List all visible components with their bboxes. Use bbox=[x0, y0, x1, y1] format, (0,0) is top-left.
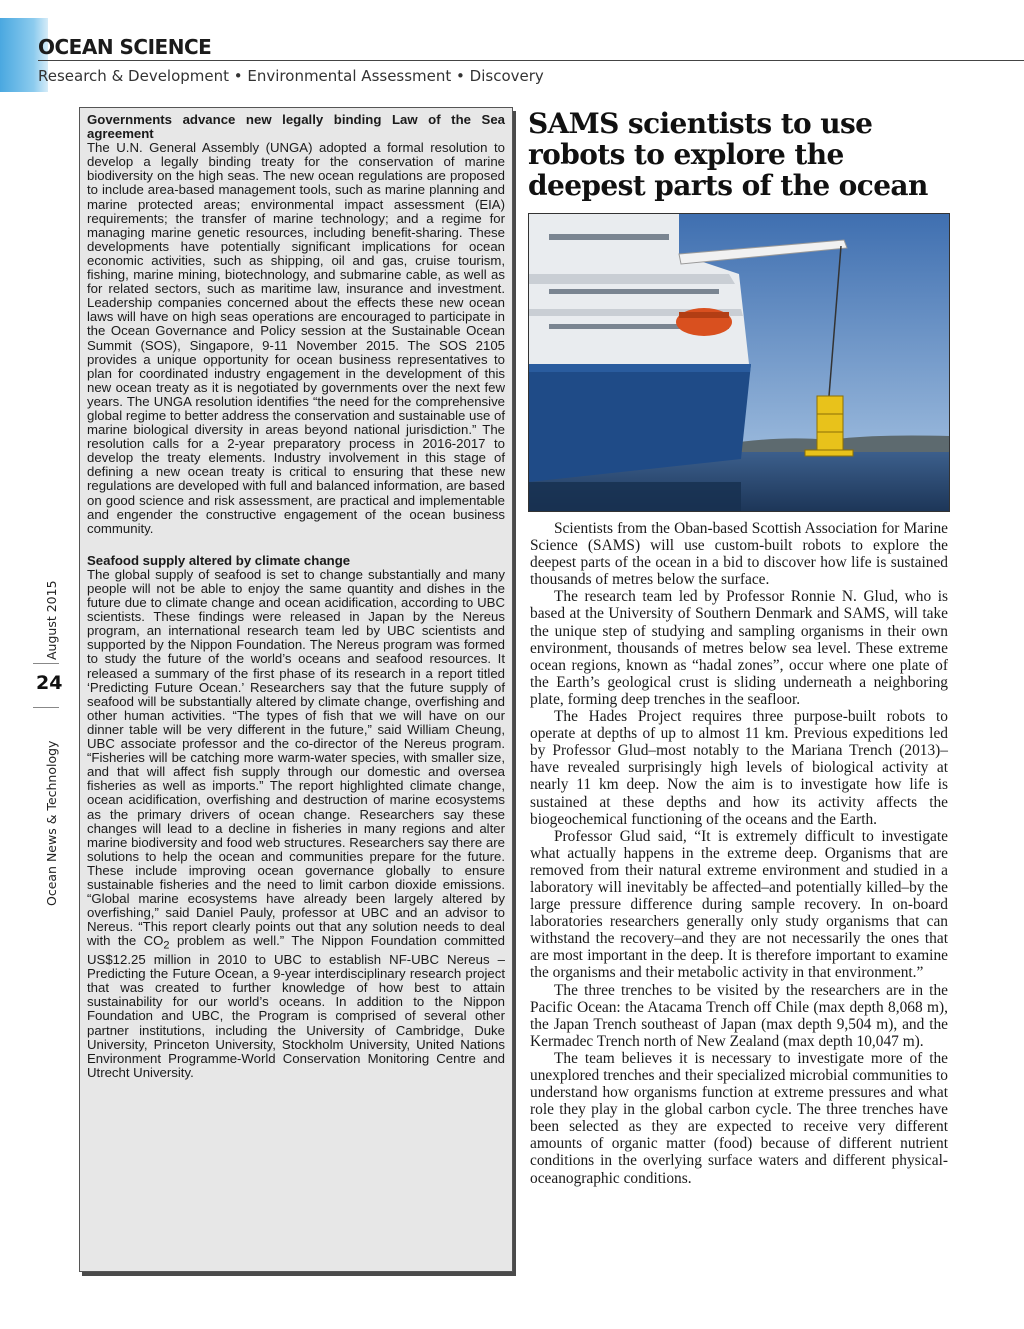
article-paragraph-1: Scientists from the Oban-based Scottish Association for Marine Science (SAMS) will use custom-built robots to explore the deepest parts of the ocean in a bid to discover how life is sustained thousands of metres below the surface. bbox=[530, 520, 948, 589]
seafood-text-b: problem as well.” The Nippon Foundation committed US$12.25 million in 2010 to UBC to establish NF-UBC Nereus – Predicting the Future Ocean, a 9-year interdisciplinary research project that was created to further knowledge of how best to attain sustainability for our world’s oceans. In addition to the Nippon Foundation and UBC, the Program is comprised of several other partner institutions, including the University of Cambridge, Duke University, Princeton University, Stockholm University, United Nations Environment Programme-World Conservation Monitoring Centre and Utrecht University. bbox=[87, 933, 505, 1080]
article-paragraph-2: The research team led by Professor Ronnie N. Glud, who is based at the University of Southern Denmark and SAMS, will take the unique step of studying and sampling organisms in their own environment, thousands of metres below sea level. These extreme ocean regions, known as “hadal zones”, occur where one plate of the Earth’s geological crust is sliding underneath a neighboring plate, forming deep trenches in the seafloor. bbox=[530, 588, 948, 708]
article-body bbox=[530, 520, 948, 1187]
publication-name: Ocean News & Technology bbox=[44, 740, 59, 906]
page-number: 24 bbox=[36, 672, 63, 694]
article-paragraph-6: The team believes it is necessary to investigate more of the unexplored trenches and their specialized microbial communities to understand how organisms function at extreme pressures and what role they play in the global carbon cycle. The three trenches have been selected as they are expected to receive very different amounts of organic matter (food) because of different nutrient conditions in the overlying surface waters and different physical-oceanographic conditions. bbox=[530, 1049, 948, 1187]
brief-title-law-of-sea: Governments advance new legally binding Law of the Sea agreement bbox=[87, 112, 505, 142]
article-paragraph-3: The Hades Project requires three purpose-built robots to operate at depths of up to almost 11 km. Previous expeditions led by Professor Glud–most notably to the Mariana Trench (2013)–have revealed surprisingly high levels of biological activity at nearly 11 km deep. Now the aim is to investigate how life is sustained at these depths and how its activity affects the biogeochemical functioning of the oceans and the Earth. bbox=[530, 708, 948, 828]
section-subtitle: Research & Development • Environmental Assessment • Discovery bbox=[38, 67, 544, 85]
article-headline: SAMS scientists to use robots to explore the deepest parts of the ocean bbox=[528, 107, 928, 202]
seafood-text-a: The global supply of seafood is set to change substantially and many people will not be able to enjoy the same quantity and dishes in the future due to climate change and ocean acidification, according to UBC scientists. These findings were released in Japan by the Nereus program, an international research team led by UBC scientists and supported by the Nippon Foundation. The Nereus program was formed to study the future of the world’s oceans and seafood resources. It released a summary of the first phase of its research in a report titled ‘Predicting Future Ocean.’ Researchers say that the future supply of seafood will be substantially altered by climate change, overfishing and other human activities. “The types of fish that we will have on our dinner table will be very different in the future,” said William Cheung, UBC associate professor and the co-director of the Nereus program. “Fisheries will be catching more warm-water species, with smaller size, and that will affect fish supply through our domestic and oversea fisheries as well as imports.” The report highlighted climate change, ocean acidification, overfishing and destruction of marine ecosystems as the primary drivers of ocean change. Researchers say these changes will lead to a decline in fisheries in many regions and alter marine biodiversity and food web structures. Researchers say there are solutions to help the ocean and communities prepare for the future. These include improving ocean governance globally to ensure sustainable fisheries and the need to limit carbon dioxide emissions. “Global marine ecosystems have already been largely altered by overfishing,” said Daniel Pauly, professor at UBC and an advisor to Nereus. “This report clearly points out that any solution needs to deal with the CO bbox=[87, 566, 505, 949]
brief-body-seafood bbox=[87, 568, 505, 1080]
article-paragraph-5: The three trenches to be visited by the researchers are in the Pacific Ocean: the Atacama Trench off Chile (max depth 8,068 m), the Japan Trench southeast of Japan (max depth 9,504 m), and the Kermadec Trench north of New Zealand (max depth 10,047 m). bbox=[530, 981, 948, 1050]
brief-title-seafood: Seafood supply altered by climate change bbox=[87, 552, 351, 568]
issue-date: August 2015 bbox=[44, 580, 59, 660]
co2-subscript: 2 bbox=[163, 939, 170, 952]
ship-robot-photo bbox=[528, 213, 950, 512]
news-briefs-box bbox=[79, 107, 513, 1272]
brief-body-law-of-sea: The U.N. General Assembly (UNGA) adopted a formal resolution to develop a legally binding treaty for the conservation of marine biodiversity on the high seas. The new ocean regulations are proposed to include area-based management tools, such as marine planning and marine protected areas; environmental impact assessment (EIA) requirements; the transfer of marine technology; and a regime for managing marine genetic resources, including benefit-sharing. These developments have potentially significant implications for ocean economic activities, such as shipping, oil and gas, cruise tourism, fishing, marine mining, biotechnology, and submarine cable, as well as for related sectors, such as maritime law, insurance and investment. Leadership companies concerned about the effects these new ocean laws will have on high seas operations are encouraged to participate in the Ocean Governance and Policy session at the Sustainable Ocean Summit (SOS), Singapore, 9-11 November 2015. The SOS 2105 provides a unique opportunity for ocean business representatives to plan for coordinated industry engagement in the development of this new ocean treaty as it is negotiated by governments over the next few years. The UNGA resolution identifies “the need for the comprehensive global regime to better address the conservation and sustainable use of marine biological diversity in areas beyond national jurisdiction.” The resolution calls for a 2-year preparatory process in 2016-2017 to develop the treaty elements. Industry involvement in this stage of defining a new ocean treaty is critical to ensuring that these new regulations are developed with full and balanced information, are based on good science and risk assessment, are practical and implementable and engender the constructive engagement of the ocean business community. bbox=[87, 140, 505, 536]
header-rule bbox=[38, 60, 1024, 61]
article-paragraph-4: Professor Glud said, “It is extremely difficult to investigate what actually happens in the extreme deep. Organisms that are removed from their natural extreme environment and studied in a laboratory will inevitably be affected–and potentially killed–by the large pressure difference during sample recovery. In on-board laboratories researchers generally only study organisms that can withstand the recovery–and they are not necessarily the ones that are most important in the deep. It is therefore important to examine the organisms and their metabolic activity in that environment.” bbox=[530, 827, 948, 982]
side-rule-top bbox=[33, 663, 59, 664]
section-title: OCEAN SCIENCE bbox=[38, 35, 212, 59]
side-rule-bottom bbox=[33, 707, 59, 708]
